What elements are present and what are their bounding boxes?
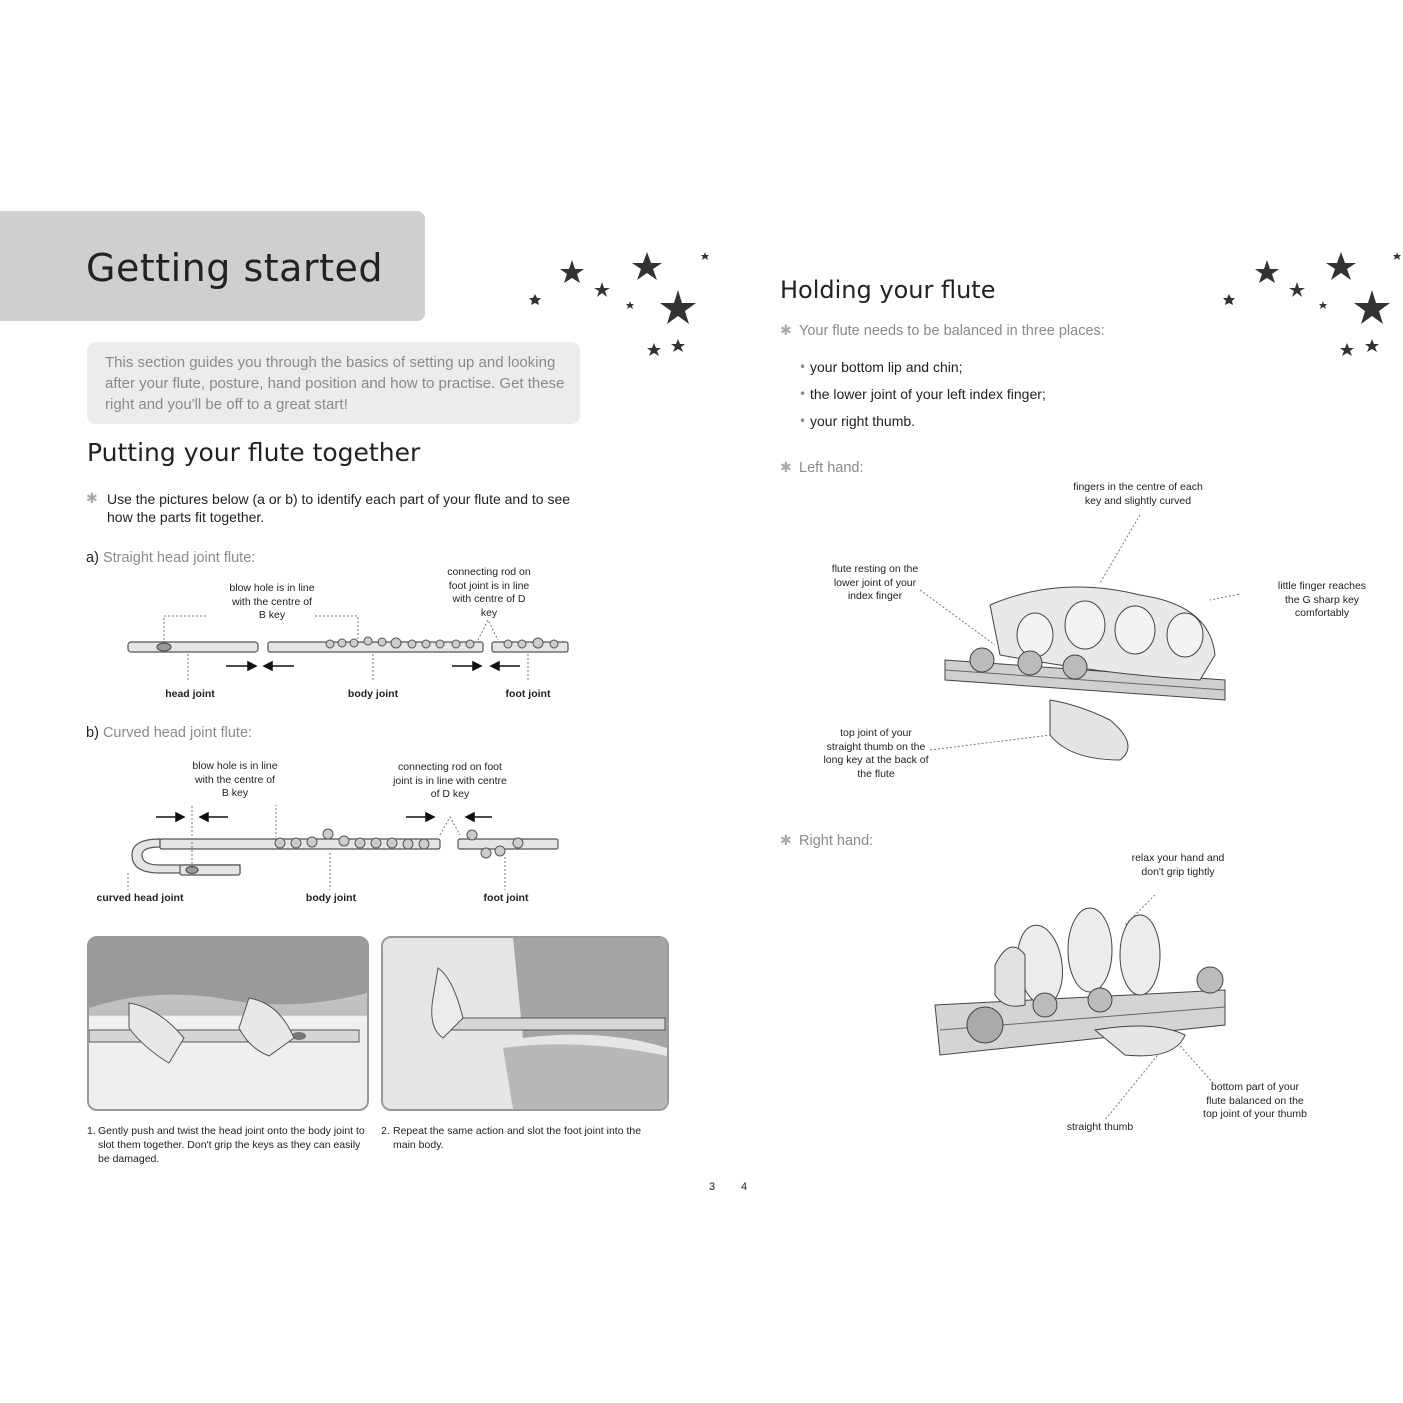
step-2-caption: Repeat the same action and slot the foot joint into the main body. — [393, 1125, 642, 1151]
curved-flute-diagram — [120, 805, 580, 890]
bullet-star-icon: ✱ — [780, 460, 792, 476]
label-b-body: body joint — [305, 892, 357, 904]
part-b-title: Curved head joint flute: — [102, 725, 253, 741]
bullet-star-icon: ✱ — [86, 491, 98, 507]
page-title: Getting started — [86, 246, 383, 290]
callout-a-rod: connecting rod on foot joint is in line with centre of D key — [447, 566, 531, 619]
step-2-number: 2. — [381, 1125, 390, 1137]
label-a-head: head joint — [165, 688, 215, 700]
section-heading: Putting your flute together — [87, 438, 421, 467]
label-b-foot: foot joint — [483, 892, 529, 904]
photo-step-2 — [381, 936, 669, 1111]
straight-flute-diagram — [120, 610, 580, 685]
label-b-head: curved head joint — [96, 892, 184, 904]
curved-foot-shape — [458, 839, 558, 849]
left-hand-illustration — [910, 505, 1240, 770]
callout-a-blowhole: blow hole is in line with the centre of B key — [229, 582, 315, 621]
page-number-left: 3 — [709, 1181, 716, 1193]
part-a-title: Straight head joint flute: — [102, 550, 256, 566]
right-hand-illustration — [925, 895, 1235, 1120]
callout-left-resting: flute resting on the lower joint of your index finger — [831, 563, 919, 602]
callout-left-fingers: fingers in the centre of each key and slightly curved — [1073, 481, 1203, 507]
callout-left-thumb: top joint of your straight thumb on the long key at the back of the flute — [823, 727, 929, 780]
step-1-caption: Gently push and twist the head joint onto the body joint to slot them together. Don't grip the keys as they can easily be damaged. — [98, 1125, 365, 1165]
label-a-foot: foot joint — [505, 688, 551, 700]
part-b-label — [86, 724, 252, 742]
bullet-dot-icon: • — [799, 387, 807, 401]
callout-right-straight: straight thumb — [1066, 1121, 1134, 1133]
balance-point-1: your bottom lip and chin; — [810, 359, 963, 375]
head-joint-shape — [128, 642, 258, 652]
bullet-star-icon: ✱ — [780, 323, 792, 339]
body-joint-shape — [268, 642, 483, 652]
bullet-dot-icon: • — [799, 360, 807, 374]
part-a-marker: a) — [86, 550, 99, 566]
callout-left-little: little finger reaches the G sharp key comfortably — [1277, 580, 1367, 619]
balance-point-3: your right thumb. — [810, 413, 916, 429]
star-cluster-right-icon — [1215, 245, 1403, 360]
instruction-text: Use the pictures below (a or b) to identify each part of your flute and to see how the parts fit together. — [107, 491, 571, 525]
balance-point-2: the lower joint of your left index finger; — [810, 386, 1046, 402]
step-1-number: 1. — [87, 1125, 96, 1137]
hands-attaching-foot-illustration — [383, 938, 667, 1109]
photo-step-1 — [87, 936, 369, 1111]
bullet-dot-icon: • — [799, 414, 807, 428]
intro-text: This section guides you through the basics of setting up and looking after your flute, posture, hand position and how to practise. Get these right and you'll be off to a great start! — [105, 354, 565, 413]
callout-b-rod: connecting rod on foot joint is in line with centre of D key — [393, 761, 507, 800]
left-hand-label: Left hand: — [799, 460, 864, 476]
bullet-star-icon: ✱ — [780, 833, 792, 849]
right-hand-label: Right hand: — [799, 833, 874, 849]
callout-right-relax: relax your hand and don't grip tightly — [1131, 852, 1225, 878]
part-a-label — [86, 549, 255, 567]
balance-intro: Your flute needs to be balanced in three places: — [799, 323, 1105, 339]
part-b-marker: b) — [86, 725, 99, 741]
blow-hole-shape — [157, 643, 171, 651]
holding-heading: Holding your flute — [780, 276, 996, 304]
hands-assembling-head-illustration — [89, 938, 367, 1109]
callout-b-blowhole: blow hole is in line with the centre of B key — [192, 760, 278, 799]
callout-right-bottom: bottom part of your flute balanced on the top joint of your thumb — [1203, 1081, 1307, 1120]
page-number-right: 4 — [741, 1181, 748, 1193]
label-a-body: body joint — [347, 688, 399, 700]
